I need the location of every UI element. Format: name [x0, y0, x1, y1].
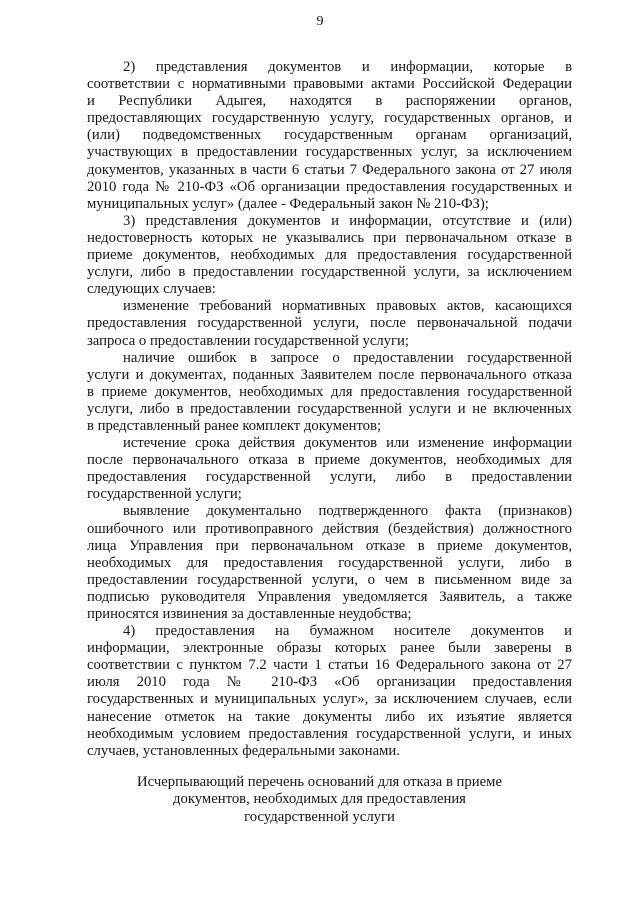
section-heading: [67, 774, 572, 827]
text-line: в представленный ранее комплект документов;: [87, 417, 382, 434]
clause-3-paragraph: [87, 213, 572, 298]
text-line: предоставления государственной услуги, после первоначальной подачи: [87, 315, 572, 332]
heading-line: документов, необходимых для предоставления: [173, 791, 466, 808]
exception-request-errors-paragraph: [87, 350, 572, 435]
text-line: участвующих в предоставлении государственных услуг, за исключением: [87, 144, 572, 161]
text-line: недостоверность которых не указывались при первоначальном отказе в: [87, 229, 572, 246]
text-line: государственной услуги;: [87, 486, 242, 503]
text-line: информации, электронные образы которых ранее были заверены в: [87, 640, 572, 657]
text-line: наличие ошибок в запросе о предоставлении государственной: [123, 349, 572, 366]
text-line: 2) представления документов и информации, которые в: [123, 59, 572, 75]
text-line: соответствии с пунктом 7.2 части 1 статьи 16 Федерального закона от 27: [87, 657, 572, 674]
text-line: приносятся извинения за доставленные неудобства;: [87, 606, 412, 622]
text-line: необходимых для предоставления государственной услуги, либо в: [87, 554, 572, 571]
text-line: муниципальных услуг» (далее - Федеральный закон № 210-ФЗ);: [87, 195, 489, 212]
text-line: 4) предоставления на бумажном носителе документов и: [123, 623, 572, 640]
body-text: [87, 59, 572, 826]
text-line: изменение требований нормативных правовых актов, касающихся: [123, 298, 572, 315]
text-line: подписью руководителя Управления уведомляется Заявитель, а также: [87, 588, 572, 605]
text-line: ошибочного или противоправного действия (бездействия) должностного: [87, 520, 572, 537]
clause-2-paragraph: [87, 59, 572, 213]
text-line: услуги и документах, поданных Заявителем после первоначального отказа: [87, 366, 572, 383]
text-line: необходимым условием предоставления государственной услуги, и иных: [87, 725, 572, 742]
heading-line: государственной услуги: [244, 808, 395, 825]
text-line: соответствии с нормативными правовыми актами Российской Федерации: [87, 76, 572, 93]
exception-requirements-change-paragraph: [87, 298, 572, 349]
text-line: услуги, либо в предоставлении государственной услуги, за исключением: [87, 264, 572, 281]
text-line: истечение срока действия документов или изменение информации: [123, 435, 572, 452]
text-line: предоставления государственной услуги, либо в предоставлении: [87, 469, 572, 486]
text-line: и Республики Адыгея, находятся в распоряжении органов,: [87, 93, 572, 110]
text-line: после первоначального отказа в приеме документов, необходимых для: [87, 452, 572, 469]
text-line: предоставлении государственной услуги, о чем в письменном виде за: [87, 571, 572, 588]
text-line: (или) подведомственных государственным органам организаций,: [87, 127, 572, 144]
text-line: запроса о предоставлении государственной услуги;: [87, 332, 409, 349]
text-line: выявление документально подтвержденного факта (признаков): [123, 503, 572, 520]
clause-4-paragraph: [87, 623, 572, 760]
text-line: нанесение отметок на такие документы либо их изъятие является: [87, 708, 572, 725]
text-line: 2010 года № 210-ФЗ «Об организации предоставления государственных и: [87, 178, 572, 195]
exception-documents-expiry-paragraph: [87, 435, 572, 503]
text-line: лица Управления при первоначальном отказе в приеме документов,: [87, 537, 572, 554]
text-line: июля 2010 года № 210-ФЗ «Об организации предоставления: [87, 674, 572, 691]
text-line: документов, указанных в части 6 статьи 7 Федерального закона от 27 июля: [87, 161, 572, 178]
heading-line: Исчерпывающий перечень оснований для отказа в приеме: [137, 773, 502, 790]
text-line: случаев, установленных федеральными законами.: [87, 742, 400, 759]
text-line: приеме документов, необходимых для предоставления государственной: [87, 247, 572, 264]
exception-official-error-paragraph: [87, 503, 572, 623]
text-line: следующих случаев:: [87, 281, 216, 298]
text-line: предоставляющих государственную услугу, государственных органов, и: [87, 110, 572, 127]
text-line: 3) представления документов и информации, отсутствие и (или): [123, 212, 572, 229]
text-line: государственных и муниципальных услуг», за исключением случаев, если: [87, 691, 572, 708]
text-line: в приеме документов, необходимых для предоставления государственной: [87, 383, 572, 400]
text-line: услуги, либо в предоставлении государственной услуги и не включенных: [87, 400, 572, 417]
page-number: 9: [316, 14, 324, 29]
